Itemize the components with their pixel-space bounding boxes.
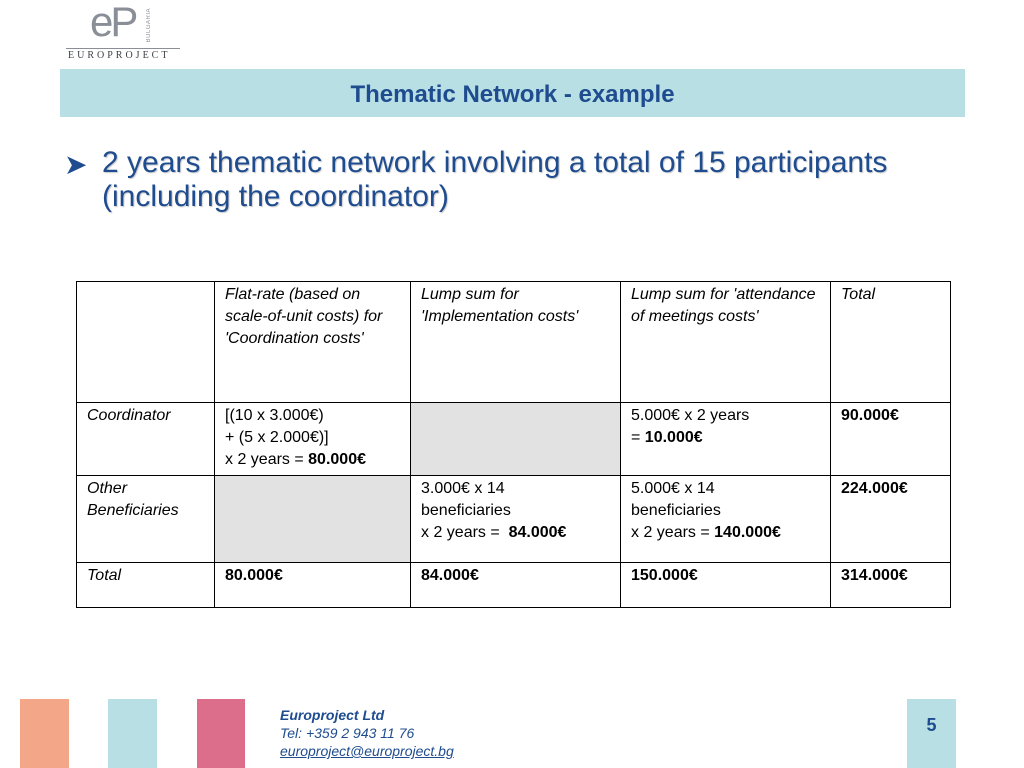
- row-label-total: Total: [77, 563, 215, 608]
- cell-prefix: x 2 years =: [225, 451, 309, 468]
- cell-amount: 84.000€: [508, 524, 567, 541]
- table-row-total: [77, 563, 951, 608]
- cell-line: [225, 449, 402, 471]
- header-cell-implementation: Lump sum for 'Implementation costs': [411, 282, 621, 403]
- cell-amount: 80.000€: [225, 567, 283, 584]
- arrow-bullet-icon: ➤: [64, 149, 88, 180]
- footer-contact: [280, 706, 454, 760]
- decor-square-pink: [197, 699, 245, 768]
- decor-square-teal: [108, 699, 157, 768]
- cell-amount: 314.000€: [841, 567, 908, 584]
- decor-square-orange: [20, 699, 69, 768]
- footer-phone: Tel: +359 2 943 11 76: [280, 725, 415, 741]
- cell-line: [631, 427, 822, 449]
- row-label-beneficiaries: [77, 476, 215, 563]
- header-cell-flat-rate: Flat-rate (based on scale-of-unit costs) for 'Coordination costs': [215, 282, 411, 403]
- cell-line: + (5 x 2.000€)]: [225, 429, 329, 446]
- cell-coordinator-total: [831, 403, 951, 476]
- cell-coordinator-flat: [215, 403, 411, 476]
- table-header-row: [77, 282, 951, 403]
- cell-amount: 10.000€: [644, 429, 703, 446]
- cell-coordinator-meetings: [621, 403, 831, 476]
- cell-beneficiaries-implementation: [411, 476, 621, 563]
- cell-beneficiaries-flat: [215, 476, 411, 563]
- page-number: 5: [926, 715, 937, 735]
- cell-total-implementation: [411, 563, 621, 608]
- cell-amount: 150.000€: [631, 567, 698, 584]
- cell-line: [(10 x 3.000€): [225, 407, 324, 424]
- header-cell-meetings: Lump sum for 'attendance of meetings costs': [621, 282, 831, 403]
- cell-line: 3.000€ x 14: [421, 480, 505, 497]
- cell-line: 5.000€ x 14: [631, 480, 715, 497]
- cell-total-total: [831, 563, 951, 608]
- europroject-logo: [60, 0, 184, 61]
- cell-amount: 224.000€: [841, 480, 908, 497]
- cell-beneficiaries-meetings: [621, 476, 831, 563]
- cell-amount: 84.000€: [421, 567, 479, 584]
- logo-mark: eP: [90, 0, 136, 45]
- table-row-beneficiaries: [77, 476, 951, 563]
- cell-beneficiaries-total: [831, 476, 951, 563]
- cell-amount: 80.000€: [308, 451, 366, 468]
- header-cell-empty: [77, 282, 215, 403]
- logo-country: BULGARIA: [146, 8, 152, 43]
- cell-amount: 90.000€: [841, 407, 899, 424]
- cell-line: beneficiaries: [631, 502, 721, 519]
- cell-line: Beneficiaries: [87, 502, 179, 519]
- header-cell-total: Total: [831, 282, 951, 403]
- title-bar: [60, 69, 965, 117]
- logo-name: EUROPROJECT: [68, 50, 171, 61]
- cell-line: [421, 522, 612, 544]
- bullet-text: 2 years thematic network involving a total of 15 participants (including the coordinator): [102, 146, 888, 213]
- page-number-box: [907, 699, 956, 768]
- logo-divider: [66, 48, 180, 49]
- footer-company: Europroject Ltd: [280, 707, 385, 723]
- cell-line: beneficiaries: [421, 502, 511, 519]
- cell-prefix: x 2 years =: [631, 524, 715, 541]
- footer-email-link[interactable]: europroject@europroject.bg: [280, 743, 454, 759]
- slide-title: Thematic Network - example: [350, 81, 675, 108]
- cell-prefix: x 2 years =: [421, 524, 509, 541]
- cell-coordinator-implementation: [411, 403, 621, 476]
- cell-total-meetings: [621, 563, 831, 608]
- cell-line: Other: [87, 480, 128, 497]
- row-label-coordinator: Coordinator: [77, 403, 215, 476]
- cell-total-flat: [215, 563, 411, 608]
- cell-line: 5.000€ x 2 years: [631, 407, 750, 424]
- cell-prefix: =: [631, 429, 645, 446]
- table-row-coordinator: [77, 403, 951, 476]
- cell-line: [631, 522, 822, 544]
- cost-table: [76, 281, 951, 608]
- cell-amount: 140.000€: [714, 524, 781, 541]
